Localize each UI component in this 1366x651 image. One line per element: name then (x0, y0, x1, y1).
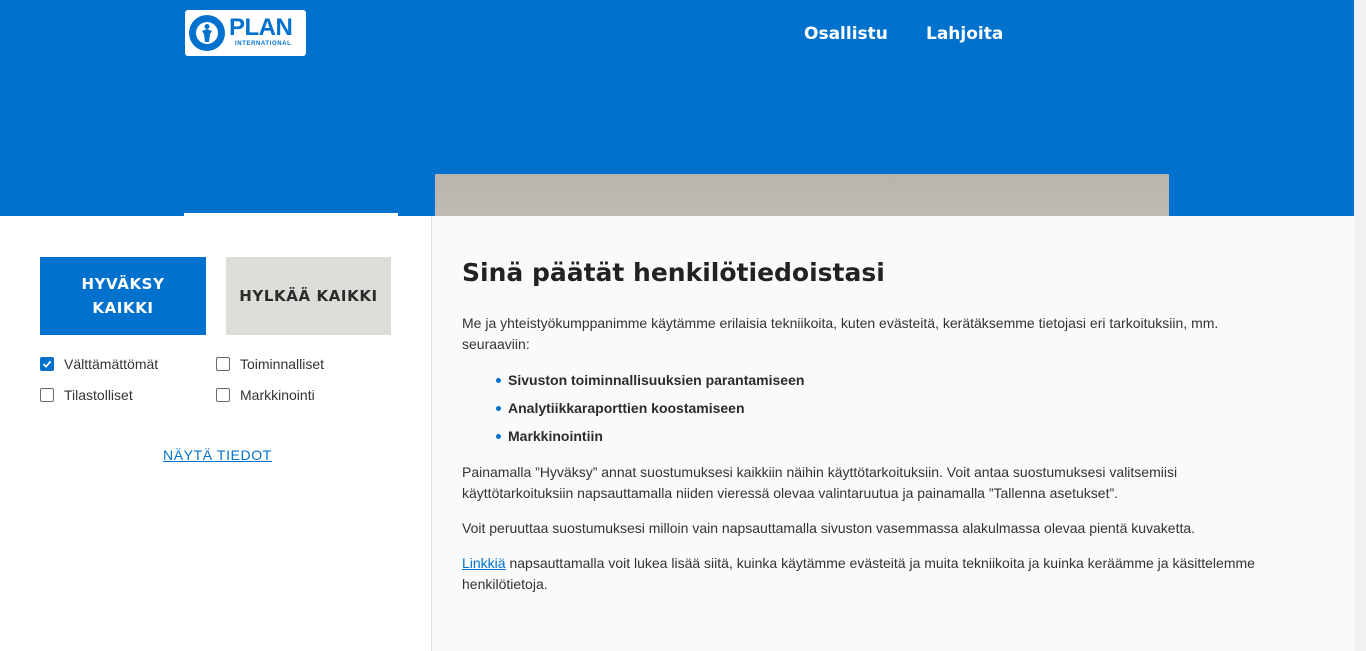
reject-all-button[interactable]: HYLKÄÄ KAIKKI (226, 257, 391, 335)
checkmark-icon (42, 359, 52, 369)
consent-intro: Me ja yhteistyökumppanimme käytämme erilaisia tekniikoita, kuten evästeitä, kerätäksemme tietojasi eri tarkoituksiin, mm. seuraaviin: (462, 315, 1219, 352)
consent-withdraw-paragraph: Voit peruuttaa suostumuksesi milloin vain napsauttamalla sivuston vasemmassa alakulmassa olevaa pientä kuvaketta. (462, 520, 1196, 536)
consent-controls (0, 216, 432, 651)
checkbox-functional[interactable] (216, 355, 324, 373)
checkbox-label: Tilastolliset (64, 387, 133, 403)
purpose-item: Sivuston toiminnallisuuksien parantamiseen (496, 371, 804, 399)
purpose-list (496, 371, 804, 455)
logo-subtitle: INTERNATIONAL (235, 41, 292, 47)
nav-osallistu[interactable]: Osallistu (804, 24, 888, 44)
plan-logo[interactable] (185, 10, 306, 56)
privacy-link-text: napsauttamalla voit lukea lisää siitä, kuinka käytämme evästeitä ja muita tekniikoita ja kuinka keräämme ja käsittelemme henkilötietoja. (462, 555, 1255, 592)
consent-title: Sinä päätät henkilötiedoistasi (462, 258, 885, 287)
cookie-consent-panel (0, 216, 1354, 651)
checkbox-box[interactable] (40, 388, 54, 402)
purpose-item: Markkinointiin (496, 427, 804, 455)
purpose-item: Analytiikkaraporttien koostamiseen (496, 399, 804, 427)
privacy-link[interactable]: Linkkiä (462, 555, 506, 571)
site-header (0, 0, 1354, 216)
checkbox-label: Välttämättömät (64, 356, 159, 372)
checkbox-label: Toiminnalliset (240, 356, 325, 372)
checkbox-box[interactable] (216, 388, 230, 402)
scrollbar[interactable] (1354, 0, 1366, 651)
show-details-link[interactable]: NÄYTÄ TIEDOT (163, 447, 272, 463)
consent-accept-paragraph: Painamalla ”Hyväksy” annat suostumuksesi kaikkiin näihin käyttötarkoituksiin. Voit antaa suostumuksesi valitsemiisi käyttötarkoituksiin napsauttamalla niiden vieressä olevaa valintaruutua ja painamalla ”Tallenna asetukset”. (462, 464, 1178, 501)
checkbox-box[interactable] (40, 357, 54, 371)
accept-all-label: HYVÄKSY KAIKKI (81, 275, 165, 317)
checkbox-necessary[interactable] (40, 355, 158, 373)
checkbox-box[interactable] (216, 357, 230, 371)
checkbox-label: Markkinointi (240, 387, 315, 403)
checkbox-marketing[interactable] (216, 386, 315, 404)
child-figure-icon (199, 23, 215, 43)
checkbox-statistics[interactable] (40, 386, 133, 404)
accept-all-button[interactable] (40, 257, 206, 335)
hero-image (435, 174, 1169, 216)
nav-lahjoita[interactable]: Lahjoita (926, 24, 1004, 44)
logo-wordmark: PLAN (229, 14, 293, 41)
privacy-link-paragraph (462, 553, 1262, 595)
